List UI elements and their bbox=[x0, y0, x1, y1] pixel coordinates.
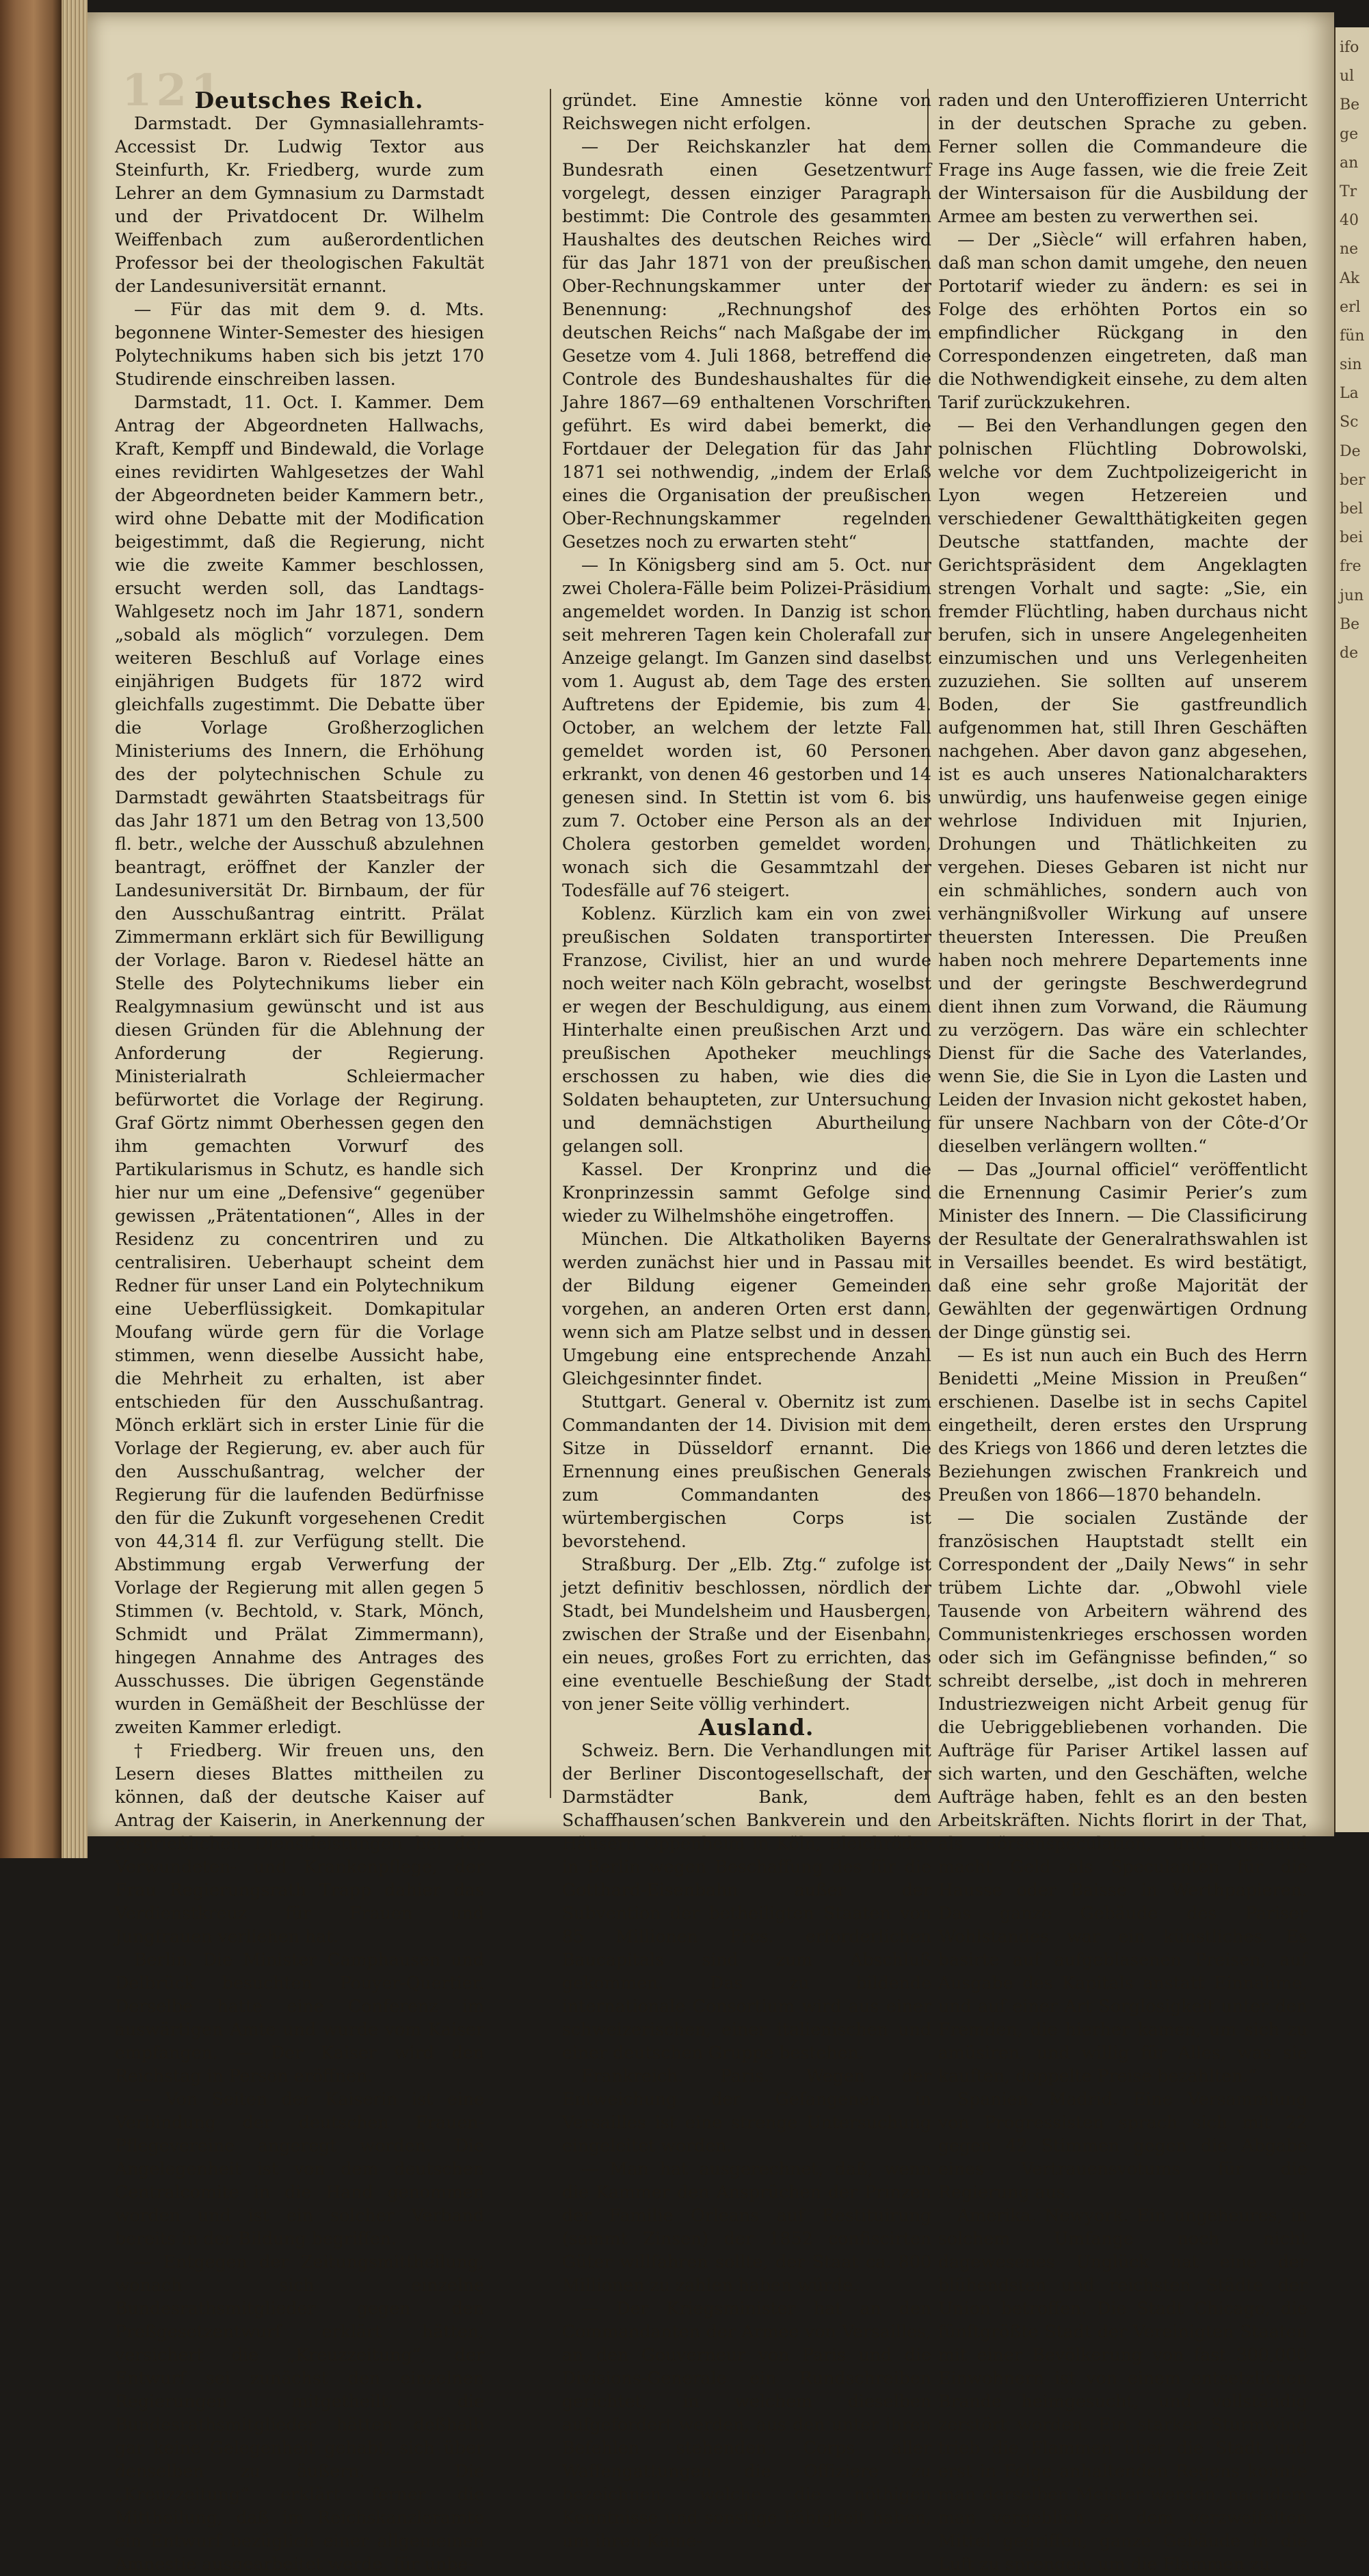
article-paragraph: — Von Seiten der Kaiserin ist eine Verbindung der deutschen Frauen-Pflegevereine angeregt worden. Die Angelegenheit ist von dem deutschen Centralcomite in die Hand genommen worden und ist ein solcher Verband bereits in der Bildung begriffen. bbox=[115, 2089, 484, 2249]
adjacent-page-fragment: ge bbox=[1340, 125, 1359, 143]
adjacent-page-fragment: de bbox=[1340, 644, 1359, 662]
article-paragraph: † Friedberg. Wir freuen uns, den Lesern dieses Blattes mittheilen zu können, daß der deutsche Kaiser auf Antrag der Kaiserin, in Anerkennung der ersprießlichen Dienstleistungen bei der Verwundeten- und Krankenpflege, der Frau Regierungsrath Trapp dahier das Verdienstkreuz für Frauen und Jungfrauen verliehen hat. bbox=[115, 1741, 484, 1946]
book-spine bbox=[0, 0, 62, 1858]
adjacent-page-fragment: De bbox=[1340, 442, 1361, 460]
adjacent-page-fragment: Be bbox=[1340, 615, 1360, 633]
article-paragraph: Kassel. Der Kronprinz und die Kronprinzessin sammt Gefolge sind wieder zu Wilhelmshöhe eingetroffen. bbox=[562, 1159, 931, 1226]
article-paragraph: — In Königsberg sind am 5. Oct. nur zwei Cholera-Fälle beim Polizei-Präsidium angemeldet worden. In Danzig ist schon seit mehreren Tagen kein Cholerafall zur Anzeige gelangt. Im Ganzen sind daselbst vom 1. August ab, dem Tage des ersten Auftretens der Epidemie, bis zum 4. October, an welchem der letzte Fall gemeldet worden ist, 60 Personen erkrankt, von denen 46 gestorben und 14 genesen sind. In Stettin ist vom 6. bis zum 7. October eine Person als an der Cholera gestorben gemeldet worden, wonach sich die Gesammtzahl der Todesfälle auf 76 steigert. bbox=[562, 555, 931, 900]
adjacent-page-fragment: an bbox=[1340, 154, 1359, 172]
article-paragraph: raden und den Unteroffizieren Unterricht in der deutschen Sprache zu geben. Ferner sollen die Commandeure die Frage ins Auge fassen, wie die freie Zeit der Wintersaison für die Ausbildung der Armee am besten zu verwerthen sei. bbox=[938, 90, 1307, 226]
column-1 bbox=[115, 87, 484, 2574]
faint-page-number: 121 bbox=[122, 65, 226, 116]
article-paragraph: Koblenz. Kürzlich kam ein von zwei preußischen Soldaten transportirter Franzose, Civilist, hier an und wurde noch weiter nach Köln gebracht, woselbst er wegen der Beschuldigung, aus einem Hinterhalte einen preußischen Arzt und preußischen Apotheker meuchlings erschossen zu haben, wie dies die Soldaten behaupteten, zur Untersuchung und demnächstigen Aburtheilung gelangen soll. bbox=[562, 904, 931, 1156]
article-paragraph: — Für das mit dem 9. d. Mts. begonnene Winter-Semester des hiesigen Polytechnikums haben sich bis jetzt 170 Studirende einschreiben lassen. bbox=[115, 299, 484, 389]
adjacent-page-fragment: ber bbox=[1340, 471, 1366, 489]
article-paragraph: Frankreich. Paris. Wegen der Entweichung der Gefangenen in Versailles ist eine strenge Untersuchung eingeleitet worden. bbox=[562, 2066, 931, 2156]
adjacent-page-fragment: ul bbox=[1340, 68, 1355, 85]
article-paragraph: — Das „Journal officiel“ veröffentlicht die Ernennung Casimir Perier’s zum Minister des Innern. — Die Classificirung der Resultate der Generalrathswahlen ist in Versailles beendet. Es wird bestätigt, daß eine sehr große Majorität der Gewählten der gegenwärtigen Ordnung der Dinge günstig sei. bbox=[938, 1159, 1307, 1342]
article-paragraph: Straßburg. Der „Elb. Ztg.“ zufolge ist jetzt definitiv beschlossen, nördlich der Stadt, bei Mundelsheim und Hausbergen, zwischen der Straße und der Eisenbahn, ein neues, großes Fort zu errichten, das eine eventuelle Beschießung der Stadt von jener Seite völlig verhindert. bbox=[562, 1555, 931, 1714]
adjacent-page-fragment: ifo bbox=[1340, 39, 1359, 56]
article-paragraph: — Es ist nun auch ein Buch des Herrn Benidetti „Meine Mission in Preußen“ erschienen. Daselbe ist in sechs Capitel eingetheilt, deren erstes den Ursprung des Kriegs von 1866 und deren letztes die Beziehungen zwischen Frankreich und Preußen von 1866—1870 behandeln. bbox=[938, 1345, 1307, 1505]
adjacent-page-fragment: 40 bbox=[1340, 212, 1359, 230]
section-title-deutsches-reich: Deutsches Reich. bbox=[194, 87, 424, 113]
article-paragraph: Stuttgart. General v. Obernitz ist zum Commandanten der 14. Division mit dem Sitze in Düsseldorf ernannt. Die Ernennung eines preußischen Generals zum Commandanten des würtembergischen Corps ist bevorstehend. bbox=[562, 1392, 931, 1551]
adjacent-page-fragment: Ak bbox=[1340, 269, 1360, 287]
column-rule bbox=[550, 89, 551, 1798]
adjacent-page-fragment: La bbox=[1340, 385, 1359, 403]
adjacent-page-fragment: bel bbox=[1340, 500, 1364, 518]
article-paragraph: — Der Reichskanzler hat dem Bundesrath einen Gesetzentwurf vorgelegt, dessen einziger Paragraph bestimmt: Die Controle des gesammten Haushaltes des deutschen Reiches wird für das Jahr 1871 von der preußischen Ober-Rechnungskammer unter der Benennung: „Rechnungshof des deutschen Reichs“ nach Maßgabe der im Gesetze vom 4. Juli 1868, betreffend die Controle des Bundeshaushaltes für die Jahre 1867—69 enthaltenen Vorschriften geführt. Es wird dabei bemerkt, die Fortdauer der Delegation für das Jahr 1871 sei nothwendig, „indem der Erlaß eines die Organisation der preußischen Ober-Rechnungskammer regelnden Gesetzes noch zu erwarten steht“ bbox=[562, 137, 931, 552]
article-paragraph: Darmstadt. Der Gymnasiallehramts-Accessist Dr. Ludwig Textor aus Steinfurth, Kr. Friedberg, wurde zum Lehrer an dem Gymnasium zu Darmstadt und der Privatdocent Dr. Wilhelm Weiffenbach zum außerordentlichen Professor bei der theologischen Fakultät der Landesuniversität ernannt. bbox=[115, 113, 484, 296]
adjacent-page-fragment: Be bbox=[1340, 96, 1360, 114]
adjacent-page-fragment: sin bbox=[1340, 356, 1362, 374]
article-paragraph: München. Die Altkatholiken Bayerns werden zunächst hier und in Passau mit der Bildung eigener Gemeinden vorgehen, an anderen Orten erst dann, wenn sich am Platze selbst und in dessen Umgebung eine entsprechende Anzahl Gleichgesinnter findet. bbox=[562, 1229, 931, 1388]
adjacent-page-fragment: fün bbox=[1340, 327, 1365, 345]
section-title-ausland: Ausland. bbox=[698, 1714, 814, 1741]
adjacent-page-fragment: bei bbox=[1340, 529, 1364, 547]
article-paragraph: — Die socialen Zustände der französischen Hauptstadt stellt ein Correspondent der „Daily News“ in sehr trübem Lichte dar. „Obwohl viele Tausende von Arbeitern während des Communistenkrieges erschossen worden oder sich im Gefängnisse befinden,“ so schreibt derselbe, „ist doch in mehreren Industriezweigen nicht Arbeit genug für die Uebriggebliebenen vorhanden. Die Aufträge für Pariser Artikel lassen auf sich warten, und den Geschäften, welche Aufträge haben, fehlt es an den besten Arbeitskräften. Nichts florirt in der That, als Börsenspeculation, und Niemand macht Geld als Speculanten für die Hausse oder Baisse in Werthpapieren. Das ganze Gebäude des Pariser Wohlstandes war ein künstliches. Es basirte auf aufgeblasenen Preisen, auf Ausgabe des Kapitals anstatt Einnahme, und auf einer Art Sorglosigkeit unter den Fremden, die hierher kamen, um sich zu amüsiren, und willig für Alles, was sie kauften, doppelte Preise bezahlten.“ bbox=[938, 1508, 1307, 2086]
column-2 bbox=[562, 89, 931, 2551]
article-paragraph: Spanien. Madrid. Eine Versammlung von Progressisten sprach sich mit 22 gegen 42 Stimmen gegen die Abgabe eines Vertrauensvotums für die Regierung aus. bbox=[938, 2089, 1307, 2202]
adjacent-page-fragment: erl bbox=[1340, 298, 1361, 316]
adjacent-page-fragment: ne bbox=[1340, 241, 1359, 258]
article-paragraph: — Man hat ausgerechnet, daß, wenn die Kammer den Ansprüchen der Prinzen der Familie Orleans auf Restituirung (sammt Zinsen) der 1852 confiscirten Güter willfahren sollte, der Staat ca. 800 Millionen zu zahlen haben würde. bbox=[562, 2159, 931, 2295]
column-3 bbox=[938, 89, 1307, 2574]
article-paragraph: — Der Kriegsminister hat an den Commandanten der Armee von Versailles, an den Gouverneur von Paris und die Divisions-Generale ein Rundschreiben gerichtet, in welchem dieselben aufgefordert werden, aus den unter ihren Befehlen stehenden Corps aller Waffengattungen die Offiziere zu bezeichnen, welche die nöthigen Kenntnisse und sonstige Fähigkeit haben, um ihren Kame- bbox=[562, 2298, 931, 2551]
article-paragraph: Darmstadt, 11. Oct. I. Kammer. Dem Antrag der Abgeordneten Hallwachs, Kraft, Kempff und Bindewald, die Vorlage eines revidirten Wahlgesetzes der Wahl der Abgeordneten beider Kammern betr., wird ohne Debatte mit der Modification beigestimmt, daß die Regierung, nicht wie die zweite Kammer beschlossen, ersucht werden soll, das Landtags-Wahlgesetz noch im Jahr 1871, sondern „sobald als möglich“ vorzulegen. Dem weiteren Beschluß auf Vorlage eines einjährigen Budgets für 1872 wird gleichfalls zugestimmt. Die Debatte über die Vorlage Großherzoglichen Ministeriums des Innern, die Erhöhung des der polytechnischen Schule zu Darmstadt gewährten Staatsbeitrags für das Jahr 1871 um den Betrag von 13,500 fl. betr., welche der Ausschuß abzulehnen beantragt, eröffnet der Kanzler der Landesuniversität Dr. Birnbaum, der für den Ausschußantrag eintritt. Prälat Zimmermann erklärt sich für Bewilligung der Vorlage. Baron v. Riedesel hätte an Stelle des Polytechnikums lieber ein Realgymnasium gewünscht und ist aus diesen Gründen für die Ablehnung der Anforderung der Regierung. Ministerialrath Schleiermacher befürwortet die Vorlage der Regirung. Graf Görtz nimmt Oberhessen gegen den ihm gemachten Vorwurf des Partikularismus in Schutz, es handle sich hier nur um eine „Defensive“ gegenüber gewissen „Prätentationen“, Alles in der Residenz zu concentriren und zu centralisiren. Ueberhaupt scheint dem Redner für unser Land ein Polytechnikum eine Ueberflüssigkeit. Domkapitular Moufang würde gern für die Vorlage stimmen, wenn dieselbe Aussicht habe, die Mehrheit zu erhalten, ist aber entschieden für den Ausschußantrag. Mönch erklärt sich in erster Linie für die Vorlage der Regierung, ev. aber auch für den Ausschußantrag, welcher der Regierung für die laufenden Bedürfnisse den für die Zukunft vorgesehenen Credit von 44,314 fl. zur Verfügung stellt. Die Abstimmung ergab Verwerfung der Vorlage der Regierung mit allen gegen 5 Stimmen (v. Bechtold, v. Stark, Mönch, Schmidt und Prälat Zimmermann), hingegen Annahme des Antrages des Ausschusses. Die übrigen Gegenstände wurden in Gemäßheit der Beschlüsse der zweiten Kammer erledigt. bbox=[115, 392, 484, 1737]
adjacent-page-fragment: Sc bbox=[1340, 414, 1359, 431]
article-paragraph: Schweiz. Bern. Die Verhandlungen mit der Berliner Discontogesellschaft, der Darmstädter Bank, dem Schaffhausen’schen Bankverein und den Häusern Oppenheim in Köln, Bleichröder in Berlin wegen Beschaffung des für die Gotthard-Eisenbahn außer der Subvention der betheiligten Staaten von 85 Millionen Frcs. erforderlichen Baucapitals sind zum Abschluß gekommen. Das zu bildende internationale Consortium wird aus einer schweizerischen, einer italienischen und einer deutschen Gruppe bestehen. bbox=[562, 1741, 931, 2063]
adjacent-page-fragment: jun bbox=[1340, 587, 1364, 604]
article-paragraph: Amerika. Newyork. Ein ungeheures, in solchem Umfange noch nicht dagewesenes Unglück hat eine der blühendsten und reichsten Städte der Union betroffen. Die Stadt Chicago, die fünftgrößte Stadt der Vereinigten Staaten mit einer Bevölkerung von fast 300,000 Einwohnern ist von einem entsetzlichen Brande heimgesucht, und vollständig zerstört worden. Ein starker Sturmwind trieb die Flammen über die Stadt und erst in Folge anhaltenden Regens konnte man derselben Meister werden, nachdem man vergeblich zu dem verzweifelten Mittel gegriffen, ganze Gebäude in die Luft zu sprengen, um die Flammen zu bbox=[938, 2205, 1307, 2574]
adjacent-page-fragment: Tr bbox=[1340, 183, 1357, 200]
article-paragraph: — Bei den Verhandlungen gegen den polnischen Flüchtling Dobrowolski, welche vor dem Zuchtpolizeigericht in Lyon wegen Hetzereien und verschiedener Gewaltthätigkeiten gegen Deutsche stattfanden, machte der Gerichtspräsident dem Angeklagten strengen Vorhalt und sagte: „Sie, ein fremder Flüchtling, haben durchaus nicht berufen, sich in unsere Angelegenheiten einzumischen und uns Verlegenheiten zuzuziehen. Sie sollten auf unserem Boden, der Sie gastfreundlich aufgenommen hat, still Ihren Geschäften nachgehen. Aber davon ganz abgesehen, ist es auch unseres Nationalcharakters unwürdig, uns haufenweise gegen einige wehrlose Individuen mit Injurien, Drohungen und Thätlichkeiten zu vergehen. Dieses Gebaren ist nicht nur ein schmähliches, sondern auch von verhängnißvoller Wirkung auf unsere theuersten Interessen. Die Preußen haben noch mehrere Departements inne und der geringste Beschwerdegrund dient ihnen zum Vorwand, die Räumung zu verzögern. Das wäre ein schlechter Dienst für die Sache des Vaterlandes, wenn Sie, die Sie in Lyon die Lasten und Leiden der Invasion nicht gekostet haben, für unsere Nachbarn von der Côte-d’Or dieselben verlängern wollten.“ bbox=[938, 416, 1307, 1156]
article-paragraph: Berlin. Die Minister Camphausen und Delbrück besuchten Pouyer-Quertier. Derselbe hatte eine Conferenz im auswärtigen Amte und wurde vom Kaiser empfangen. — Der Kaiser wird den Reichstag in Person eröffnen. bbox=[115, 1950, 484, 2086]
article-paragraph: — Der „Siècle“ will erfahren haben, daß man schon damit umgehe, den neuen Portotarif wieder zu ändern: es sei in Folge des erhöhten Portos ein so empfindlicher Rückgang in den Correspondenzen eingetreten, daß man die Nothwendigkeit einsehe, zu dem alten Tarif zurückzukehren. bbox=[938, 230, 1307, 412]
page-edges bbox=[62, 0, 88, 1858]
article-paragraph: — Entgegen der Zeitungsmittheilung, wonach sich einzelne Bundesrathsmitglieder gegen den Preßgesetzentwurf erklärt hätten, versichert die „Kreuzzeitung“, der Entwurf sei zunächst den einzelnen Regierungen mitgetheilt, die Bundesrathsmitglieder hätten deßhalb gar keine Gelegenheit gehabt, sich über denselben zu äußern. — Die „Kreuzzeitung“ erklärt ferner die Mittheilung, daß im Reichskanzleramte ein Entwurf bezüglich einer allgemeinen Amnestie ausgearbeitet werde, für unbe- bbox=[115, 2252, 484, 2574]
adjacent-page-fragment: fre bbox=[1340, 558, 1361, 576]
article-paragraph: gründet. Eine Amnestie könne von Reichswegen nicht erfolgen. bbox=[562, 90, 931, 133]
adjacent-page-strip bbox=[1334, 27, 1369, 1832]
